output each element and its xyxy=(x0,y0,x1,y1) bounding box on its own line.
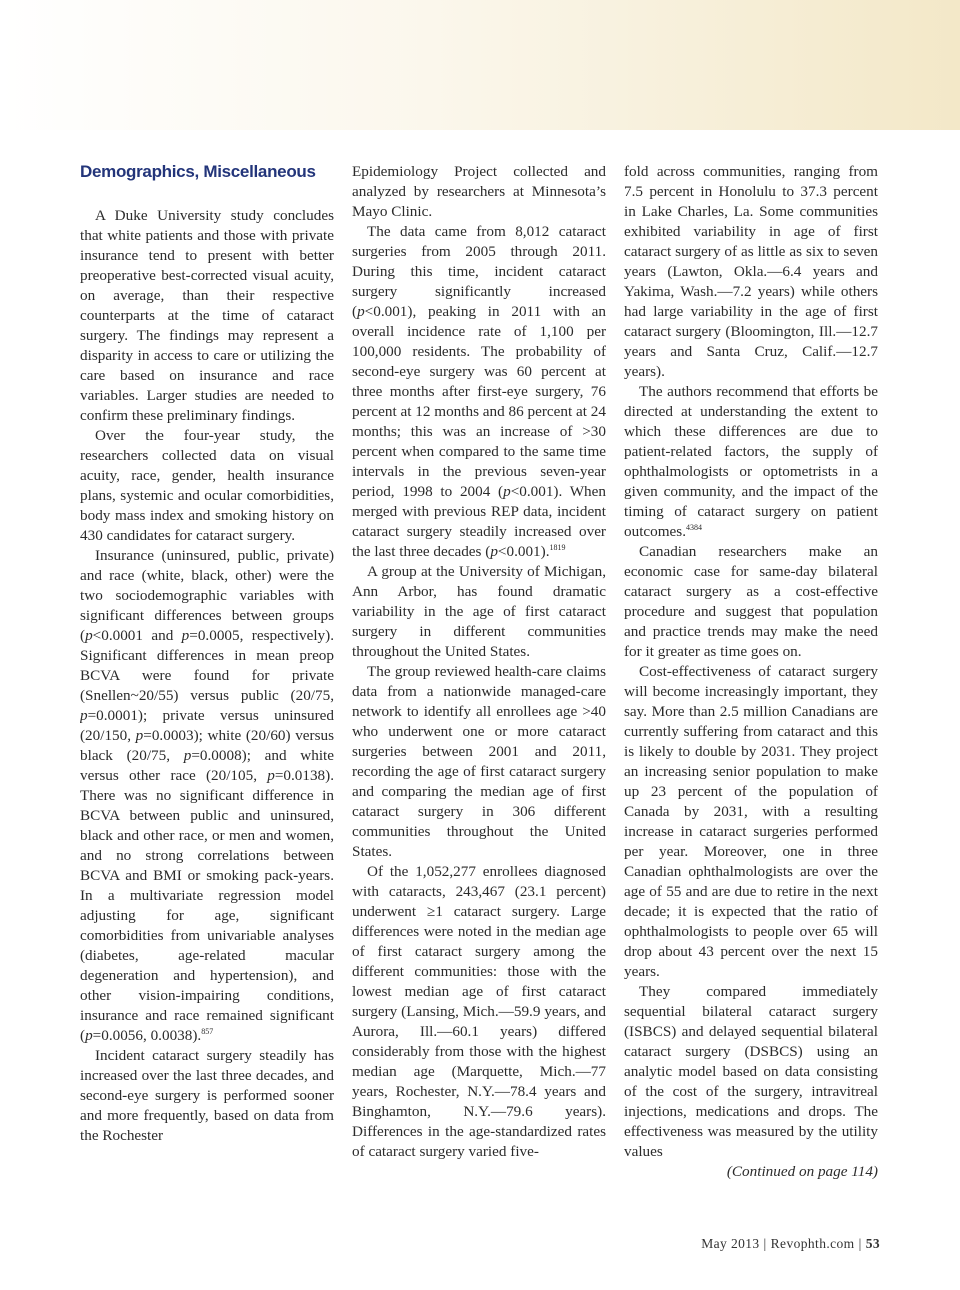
reference-number: 857 xyxy=(201,1027,214,1036)
paragraph: They compared immediately sequential bilateral cataract surgery (ISBCS) and delayed sequential bilateral cataract surgery (DSBCS) using an analytic model based on data consisting of the cost of the surgery, intravitreal injections, medications and drops. The effectiveness was measured by the utility values xyxy=(624,983,878,1160)
article-body xyxy=(80,162,880,1212)
column-1 xyxy=(80,162,334,1212)
paragraph: The group reviewed health-care claims data from a nationwide managed-care network to identify all enrollees age >40 who underwent one or more cataract surgeries between 2001 and 2011, recording the age of first cataract surgery and comparing the median age of first cataract surgery in 306 different communities throughout the United States. xyxy=(352,663,606,860)
site-name: Revophth.com xyxy=(770,1236,855,1251)
page-number: 53 xyxy=(865,1236,880,1251)
reference-number: 4384 xyxy=(686,523,703,532)
paragraph: Cost-effectiveness of cataract surgery will become increasingly important, they say. More than 2.5 million Canadians are currently suffering from cataract and this is likely to double by 2031. They project an increasing senior population to make up 23 percent of the population of Canada by 2031, with a resulting increase in cataract surgeries performed per year. Moreover, one in three Canadian ophthalmologists are over the age of 55 and are due to retire in the next decade; it is expected that the ratio of ophthalmologists to people over 65 will drop about 43 percent over the next 15 years. xyxy=(624,663,878,980)
paragraph: Over the four-year study, the researchers collected data on visual acuity, race, gender, health insurance plans, systemic and ocular comorbidities, body mass index and smoking history on 430 candidates for cataract surgery. xyxy=(80,427,334,544)
issue-date: May 2013 xyxy=(701,1236,760,1251)
paragraph: Canadian researchers make an economic case for same-day bilateral cataract surgery as a cost-effective procedure and suggest that population and practice trends may make the need for it greater as time goes on. xyxy=(624,543,878,660)
section-heading: Demographics, Miscellaneous xyxy=(80,162,316,181)
paragraph: A Duke University study concludes that white patients and those with private insurance tend to present with better preoperative best-corrected visual acuity, on average, than their respective counterparts at the time of cataract surgery. The findings may represent a disparity in access to care or utilizing the care based on insurance and race variables. Larger studies are needed to confirm these preliminary findings. xyxy=(80,207,334,424)
paragraph: Incident cataract surgery steadily has increased over the last three decades, and second-eye surgery is performed sooner and more frequently, based on data from the Rochester xyxy=(80,1047,334,1144)
paragraph: The data came from 8,012 cataract surgeries from 2005 through 2011. During this time, incident cataract surgery significantly increased (p<0.001), peaking in 2011 with an overall incidence rate of 1,100 per 100,000 residents. The probability of second-eye surgery was 60 percent at three months after first-eye surgery, 76 percent at 12 months and 86 percent at 24 months; this was an increase of >30 percent when compared to the same time intervals in the previous seven-year period, 1998 to 2004 (p<0.001). When merged with previous REP data, incident cataract surgery steadily increased over the last three decades (p<0.001).$^{1819}$ xyxy=(352,223,606,560)
paragraph: A group at the University of Michigan, Ann Arbor, has found dramatic variability in the age of first cataract surgery in different communities throughout the United States. xyxy=(352,563,606,660)
continued-note: (Continued on page 114) xyxy=(726,1163,878,1180)
paragraph: Of the 1,052,277 enrollees diagnosed with cataracts, 243,467 (23.1 percent) underwent ≥1 cataract surgery. Large differences were noted in the median age of first cataract surgery among the different communities: those with the lowest median age of first cataract surgery (Lansing, Mich.—59.9 years, and Aurora, Ill.—60.1 years) differed considerably from those with the highest median age (Marquette, Mich.—77 years, Rochester, N.Y.—78.4 years and Binghamton, N.Y.—79.6 years). Differences in the age-standardized rates of cataract surgery varied five- xyxy=(352,863,606,1160)
paragraph: The authors recommend that efforts be directed at understanding the extent to which these differences are due to patient-related factors, the supply of ophthalmologists or optometrists in a given community, and the impact of the timing of cataract surgery on patient outcomes.$^{4384}$ xyxy=(624,383,878,540)
paragraph: fold across communities, ranging from 7.5 percent in Honolulu to 37.3 percent in Lake Charles, La. Some communities exhibited variability in age of first cataract surgery of as little as six to seven years (Lawton, Okla.—6.4 years and Yakima, Wash.—7.2 years) while others had large variability in the age of first cataract surgery (Bloomington, Ill.—12.7 years and Santa Cruz, Calif.—12.7 years). xyxy=(624,163,878,380)
column-3 xyxy=(624,162,878,1212)
paragraph: Insurance (uninsured, public, private) and race (white, black, other) were the two sociodemographic variables with significant differences between groups (p<0.0001 and p=0.0005, respectively). Significant differences in mean preop BCVA were found for private (Snellen~20/55) versus public (20/75, p=0.0001); private versus uninsured (20/150, p=0.0003); white (20/60) versus black (20/75, p=0.0008); and white versus other race (20/105, p=0.0138). There was no significant difference in BCVA between public and uninsured, black and other race, or men and women, and no strong correlations between BCVA and BMI or smoking pack-years. In a multivariate regression model adjusting for age, significant comorbidities from univariable analyses (diabetes, age-related macular degeneration and hypertension), and other vision-impairing conditions, insurance and race remained significant (p=0.0056, 0.0038).$^{857}$ xyxy=(80,547,334,1044)
column-2 xyxy=(352,162,606,1212)
page-footer: May 2013 | Revophth.com | 53 xyxy=(701,1236,880,1251)
paragraph: Epidemiology Project collected and analyzed by researchers at Minnesota’s Mayo Clinic. xyxy=(352,163,606,220)
header-decorative-band xyxy=(0,0,960,130)
reference-number: 1819 xyxy=(549,543,566,552)
